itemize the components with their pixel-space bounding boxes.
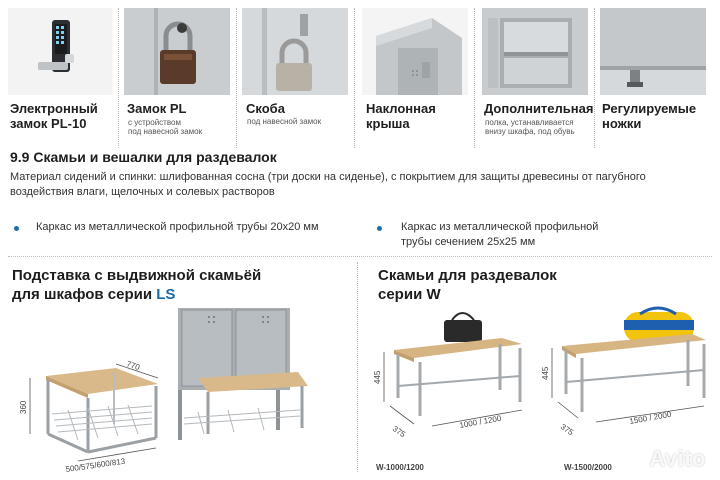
feature-image-bracket bbox=[242, 8, 348, 95]
inclined-roof-icon bbox=[362, 8, 468, 95]
feature-image-inclined-roof bbox=[362, 8, 468, 95]
dim-depth: 770 bbox=[125, 359, 141, 373]
feature-title: Скоба bbox=[246, 101, 285, 116]
feature-title: Дополнительная bbox=[484, 101, 594, 116]
divider bbox=[118, 8, 119, 148]
dim-height: 360 bbox=[19, 400, 28, 414]
divider bbox=[354, 8, 355, 148]
feature-title: Регулируемые ножки bbox=[602, 101, 697, 131]
padlock-icon bbox=[124, 8, 230, 95]
bracket-padlock-icon bbox=[242, 8, 348, 95]
feature-title: Электронный замок PL-10 bbox=[10, 101, 98, 131]
adjustable-leg-icon bbox=[600, 8, 706, 95]
divider bbox=[8, 256, 712, 257]
section-description: Материал сидений и спинки: шлифованная сосна (три доски на сиденье), с покрытием для защиты древесины от пагубного воздействия влаги, щелочных и солевых растворов bbox=[10, 171, 646, 198]
feature-subtitle: под навесной замок bbox=[247, 117, 322, 126]
stand-illustration bbox=[8, 306, 353, 476]
feature-image-extra-shelf bbox=[482, 8, 588, 95]
bench2-model: W-1500/2000 bbox=[564, 463, 612, 472]
watermark: Avito bbox=[649, 446, 706, 471]
bullet-text: Каркас из металлической профильной трубы 20х20 мм bbox=[36, 221, 319, 233]
feature-subtitle: полка, устанавливается внизу шкафа, под обувь bbox=[485, 118, 575, 136]
feature-image-electronic-lock bbox=[8, 8, 112, 95]
bench-w1500-icon bbox=[562, 308, 706, 412]
dim-width: 500/575/600/813 bbox=[65, 456, 126, 474]
divider bbox=[236, 8, 237, 148]
bench1-model: W-1000/1200 bbox=[376, 463, 424, 472]
bench1-length: 1000 / 1200 bbox=[458, 413, 502, 430]
divider bbox=[594, 8, 595, 148]
divider bbox=[357, 262, 358, 472]
bench-w1000-icon bbox=[394, 313, 522, 416]
bench1-height: 445 bbox=[373, 370, 382, 384]
bench1-depth: 375 bbox=[390, 424, 407, 440]
section-title: 9.9 Скамьи и вешалки для раздевалок bbox=[10, 149, 277, 165]
bullet-icon bbox=[14, 226, 19, 231]
bench2-depth: 375 bbox=[558, 422, 575, 438]
bullet-text: Каркас из металлической профильной трубы сечением 25х25 мм bbox=[401, 221, 599, 248]
locker-with-bench-icon bbox=[178, 308, 308, 440]
electronic-lock-icon bbox=[8, 8, 112, 95]
feature-subtitle: с устройством под навесной замок bbox=[128, 118, 203, 136]
stand-frame-icon bbox=[46, 368, 158, 452]
feature-title: Замок PL bbox=[127, 101, 187, 116]
stand-title: Подставка с выдвижной скамьёй для шкафов серии LS bbox=[12, 267, 262, 303]
bench2-height: 445 bbox=[541, 366, 550, 380]
bullet-icon bbox=[377, 226, 382, 231]
benches-title: Скамьи для раздевалок серии W bbox=[378, 267, 557, 303]
bench2-length: 1500 / 2000 bbox=[628, 409, 672, 426]
divider bbox=[474, 8, 475, 148]
feature-image-adjustable-legs bbox=[600, 8, 706, 95]
feature-image-lock-pl bbox=[124, 8, 230, 95]
feature-title: Наклонная крыша bbox=[366, 101, 436, 131]
shelf-icon bbox=[482, 8, 588, 95]
